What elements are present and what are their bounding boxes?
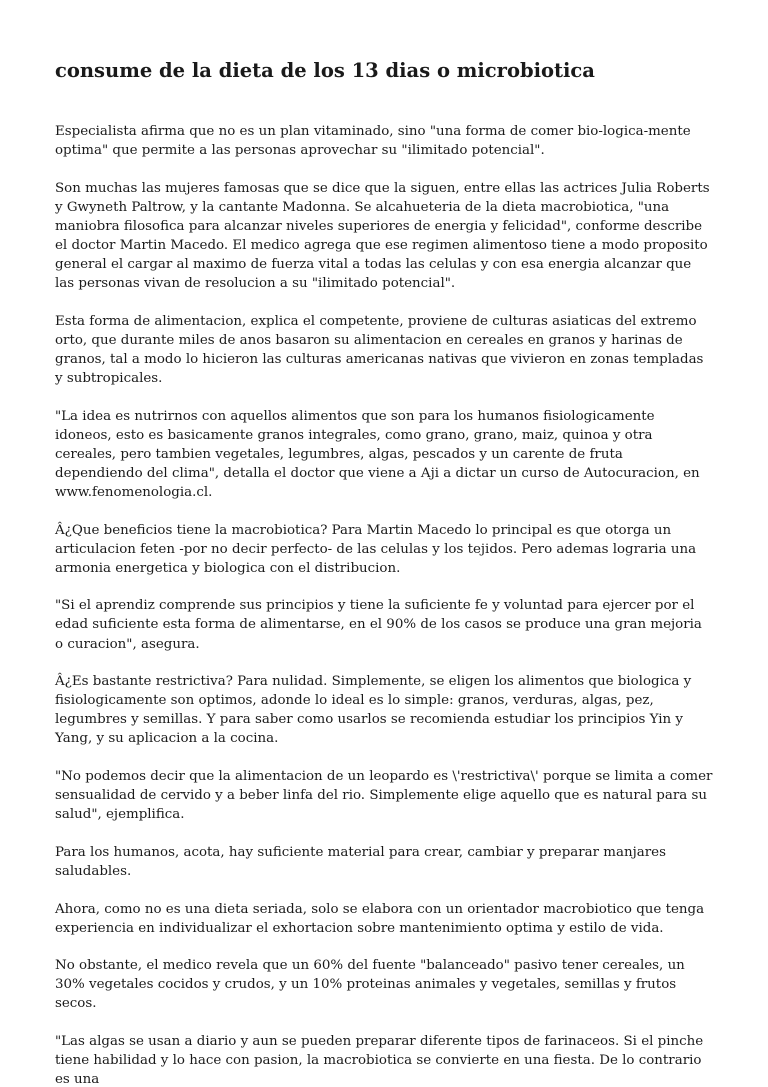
paragraph: No obstante, el medico revela que un 60% del fuente "balanceado" pasivo tener cereales, un 30% vegetales cocidos y crudos, y un 10% proteinas animales y vegetales, semillas y frutos secos. — [55, 958, 685, 1012]
paragraph: "La idea es nutrirnos con aquellos alimentos que son para los humanos fisiologicamente idoneos, esto es basicamente granos integrales, como grano, grano, maiz, quinoa y otra cereales, pero tambien vegetales, legumbres, algas, pescados y un carente de fruta dependiendo del clima", detalla el doctor que viene a Aji a dictar un curso de Autocuracion, en www.fenomenologia.cl. — [55, 408, 700, 500]
paragraph: Ahora, como no es una dieta seriada, solo se elabora con un orientador macrobiotico que tenga experiencia en individualizar el exhortacion sobre mantenimiento optima y estilo de vida. — [55, 901, 705, 936]
paragraph: Especialista afirma que no es un plan vitaminado, sino "una forma de comer bio-logica-mente optima" que permite a las personas aprovechar su "ilimitado potencial". — [55, 124, 691, 159]
article-body — [55, 122, 713, 1087]
page-title: consume de la dieta de los 13 dias o microbiotica — [55, 59, 595, 82]
paragraph: Son muchas las mujeres famosas que se dice que la siguen, entre ellas las actrices Julia Roberts y Gwyneth Paltrow, y la cantante Madonna. Se alcahueteria de la dieta macrobiotica, "una maniobra filosofica para alcanzar niveles superiores de energia y felicidad", conforme describe el doctor Martin Macedo. El medico agrega que ese regimen alimentoso tiene a modo proposito general el cargar al maximo de fuerza vital a todas las celulas y con esa energia alcanzar que las personas vivan de resolucion a su "ilimitado potencial". — [55, 180, 710, 292]
paragraph: "Las algas se usan a diario y aun se pueden preparar diferente tipos de farinaceos. Si el pinche tiene habilidad y lo hace con pasion, la macrobiotica se convierte en una fiesta. De lo contrario es una — [55, 1033, 704, 1087]
paragraph: "No podemos decir que la alimentacion de un leopardo es \'restrictiva\' porque se limita a comer sensualidad de cervido y a beber linfa del rio. Simplemente elige aquello que es natural para su salud", ejemplifica. — [55, 769, 713, 823]
paragraph: "Si el aprendiz comprende sus principios y tiene la suficiente fe y voluntad para ejercer por el edad suficiente esta forma de alimentarse, en el 90% de los casos se produce una gran mejoria o curacion", asegura. — [55, 598, 702, 652]
paragraph: Â¿Es bastante restrictiva? Para nulidad. Simplemente, se eligen los alimentos que biologica y fisiologicamente son optimos, adonde lo ideal es lo simple: granos, verduras, algas, pez, legumbres y semillas. Y para saber como usarlos se recomienda estudiar los principios Yin y Yang, y su aplicacion a la cocina. — [55, 674, 692, 747]
paragraph: Â¿Que beneficios tiene la macrobiotica? Para Martin Macedo lo principal es que otorga un articulacion feten -por no decir perfecto- de las celulas y los tejidos. Pero ademas lograria una armonia energetica y biologica con el distribucion. — [55, 522, 697, 576]
paragraph: Esta forma de alimentacion, explica el competente, proviene de culturas asiaticas del extremo orto, que durante miles de anos basaron su alimentacion en cereales en granos y harinas de granos, tal a modo lo hicieron las culturas americanas nativas que vivieron en zonas templadas y subtropicales. — [55, 313, 704, 387]
paragraph: Para los humanos, acota, hay suficiente material para crear, cambiar y preparar manjares saludables. — [55, 844, 666, 879]
